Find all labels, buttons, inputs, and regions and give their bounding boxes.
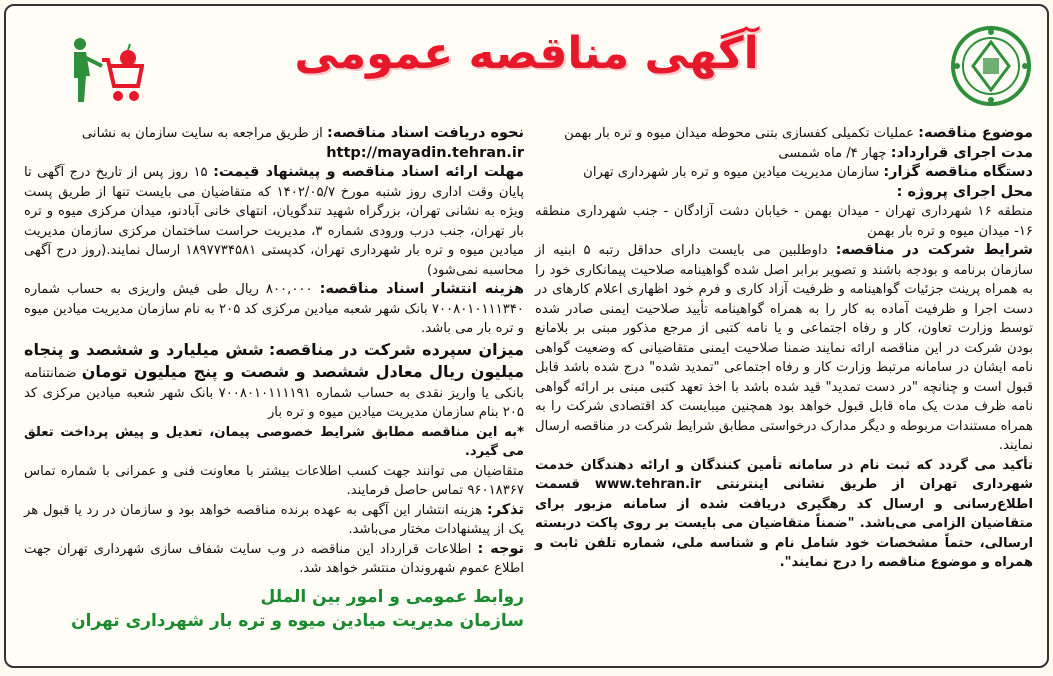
note-star: *به این مناقصه مطابق شرایط خصوصی پیمان، تعدیل و پیش پرداخت تعلق می گیرد.: [24, 424, 524, 459]
fee-paragraph: [24, 280, 524, 339]
attention-paragraph: [24, 540, 524, 579]
org-text: سازمان مدیریت میادین میوه و تره بار شهرداری تهران: [583, 165, 880, 180]
subject-text: عملیات تکمیلی کفسازی بتنی محوطه میدان میوه و تره بار بهمن: [564, 126, 914, 141]
subject-label: موضوع مناقصه:: [918, 125, 1033, 141]
tehran-website-link[interactable]: www.tehran.ir: [594, 477, 702, 492]
deadline-text: ۱۵ روز پس از تاریخ درج آگهی تا پایان وقت اداری روز شنبه مورخ ۱۴۰۲/۰۵/۷ که متقاضیان می بایست تنها از طریق پست ویژه به نشانی تهران، بزرگراه شهید تندگویان، انتهای خانی آبادنو، میدان مرکزی میوه و تره بار تهران، جنب درب ورودی شماره ۳، مدیریت حراست ساختمان مرکزی سازمان مدیریت میادین میوه و تره بار شهرداری تهران، کدپستی ۱۸۹۷۷۳۴۵۸۱ ارسال نمایند.(روز درج آگهی محاسبه نمی‌شود): [24, 165, 525, 278]
deposit-label: میزان سپرده شرکت در مناقصه:: [268, 339, 524, 359]
emphasis-text-2: قسمت اطلاع‌رسانی و ارسال کد رهگیری دریافت شده از سامانه مزبور برای متقاضیان الزامی می‌باشد.: [535, 477, 1034, 531]
docs-label: نحوه دریافت اسناد مناقصه:: [327, 125, 524, 141]
deposit-text: ضمانتنامه بانکی یا واریز نقدی به حساب شماره ۷۰۰۸۰۱۰۱۱۱۱۹۱ بانک شهر شعبه میادین مرکزی کد ۲۰۵ بنام سازمان مدیریت میادین میوه و تره بار: [24, 366, 524, 420]
deadline-label: مهلت ارائه اسناد مناقصه و پیشنهاد قیمت:: [213, 164, 524, 180]
fee-label: هزینه انتشار اسناد مناقصه:: [319, 281, 524, 297]
location-heading: [535, 183, 1033, 203]
mayadin-website-link[interactable]: http://mayadin.tehran.ir: [326, 144, 524, 161]
org-line: [535, 163, 1033, 183]
reminder-label: تذکر:: [486, 501, 524, 518]
duration-text: چهار ۴/ ماه شمسی: [778, 145, 887, 161]
fee-text: ۸۰۰,۰۰۰ ریال طی فیش واریزی به حساب شماره ۷۰۰۸۰۱۰۱۱۱۳۴۰ بانک شهر شعبه میادین مرکزی کد ۲۰۵ به نام سازمان مدیریت میادین میوه و تره بار می باشد.: [24, 282, 524, 336]
org-label: دستگاه مناقصه گزار:: [883, 164, 1033, 180]
advertisement-page: [4, 4, 1049, 668]
location-label: محل اجرای پروژه :: [896, 183, 1033, 200]
left-column: [24, 124, 524, 658]
conditions-label: شرایط شرکت در مناقصه:: [835, 242, 1033, 258]
deposit-paragraph: [24, 339, 524, 423]
subject-line: [535, 124, 1033, 144]
location-text: منطقه ۱۶ شهرداری تهران - میدان بهمن - خیابان دشت آزادگان - جنب شهرداری منطقه ۱۶- میدان میوه و تره بار بهمن: [535, 204, 1034, 239]
municipality-logo-icon: [949, 24, 1033, 108]
signature-line-1: روابط عمومی و امور بین الملل: [260, 586, 524, 607]
duration-label: مدت اجرای قرارداد:: [890, 144, 1033, 161]
contact-text: متقاضیان می توانند جهت کسب اطلاعات بیشتر با معاونت فنی و عمرانی با شماره تماس ۹۶۰۱۸۳۶۷ تماس حاصل فرمایند.: [24, 463, 524, 498]
docs-url-line: [24, 144, 524, 164]
emphasis-paragraph: [535, 456, 1033, 573]
docs-line: [24, 124, 524, 144]
attention-label: توجه :: [477, 540, 524, 557]
deposit-amount: شش میلیارد و ششصد و پنجاه میلیون ریال معادل ششصد و شصت و پنج میلیون تومان: [24, 339, 524, 381]
reminder-text: هزینه انتشار این آگهی به عهده برنده مناقصه خواهد بود و سازمان در رد یا قبول هر یک از پیشنهادات مختار می‌باشد.: [24, 502, 524, 537]
reminder-paragraph: [24, 501, 524, 540]
signature-line-2: سازمان مدیریت میادین میوه و تره بار شهرداری تهران: [71, 610, 524, 631]
docs-text: از طریق مراجعه به سایت سازمان به نشانی: [81, 126, 323, 141]
duration-line: [535, 144, 1033, 164]
shopping-cart-icon: [66, 36, 144, 108]
page-title: آگهی مناقصه عمومی: [294, 28, 759, 79]
emphasis-text-1: تأکید می گردد که ثبت نام در سامانه تأمین کنندگان و ارائه دهندگان خدمت شهرداری تهران از طریق نشانی اینترنتی: [535, 457, 1034, 492]
conditions-text: داوطلبین می بایست دارای حداقل رتبه ۵ ابنیه از سازمان برنامه و بودجه باشند و تصویر برابر اصل شده گواهینامه صلاحیت پیمانکاری خود را به همراه پرینت جزئیات گواهینامه و ظرفیت آزاد کاری و فرم خود اظهاری اعلام کارهای در دست اجرا و ظرفیت آماده به کار را به همراه گواهینامه تأیید صلاحیت ایمنی صادر شده توسط وزارت تعاون، کار و رفاه اجتماعی و یا نامه کتبی از مرجع مذکور مبنی بر بلامانع بودن شرکت در این مناقصه ارائه نمایند ضمنا صلاحیت ایمنی متقاضیانی که وضعیت گواهی نامه ایشان در سامانه مرتبط وزارت کار و رفاه اجتماعی "تمدید شده" درج شده باشد قابل قبول است و چنانچه "در دست تمدید" قید شده باشد با اخذ تعهد کتبی مبنی بر ارائه گواهی نامه ظرف مدت یک ماه قابل قبول خواهد بود همچنین میبایست کد اقتصادی شرکت را به همراه مستندات مربوطه و دیگر مدارک درخواستی مطابق شرایط شرکت در مناقصه ارسال نمایند.: [535, 243, 1033, 453]
deadline-paragraph: [24, 163, 524, 280]
emphasis-text-3: "ضمناً متقاضیان می بایست بر روی پاکت دربسته ارسالی، حتماً مشخصات خود شامل نام و شناسه ملی، شماره تلفن ثابت و همراه و موضوع مناقصه را درج نمایند".: [535, 516, 1033, 570]
conditions-paragraph: [535, 241, 1033, 456]
right-column: [535, 124, 1033, 658]
signature-block: [24, 585, 524, 633]
attention-text: اطلاعات قرارداد این مناقصه در وب سایت شفاف سازی شهرداری تهران جهت اطلاع عموم شهروندان منتشر خواهد شد.: [24, 541, 524, 576]
